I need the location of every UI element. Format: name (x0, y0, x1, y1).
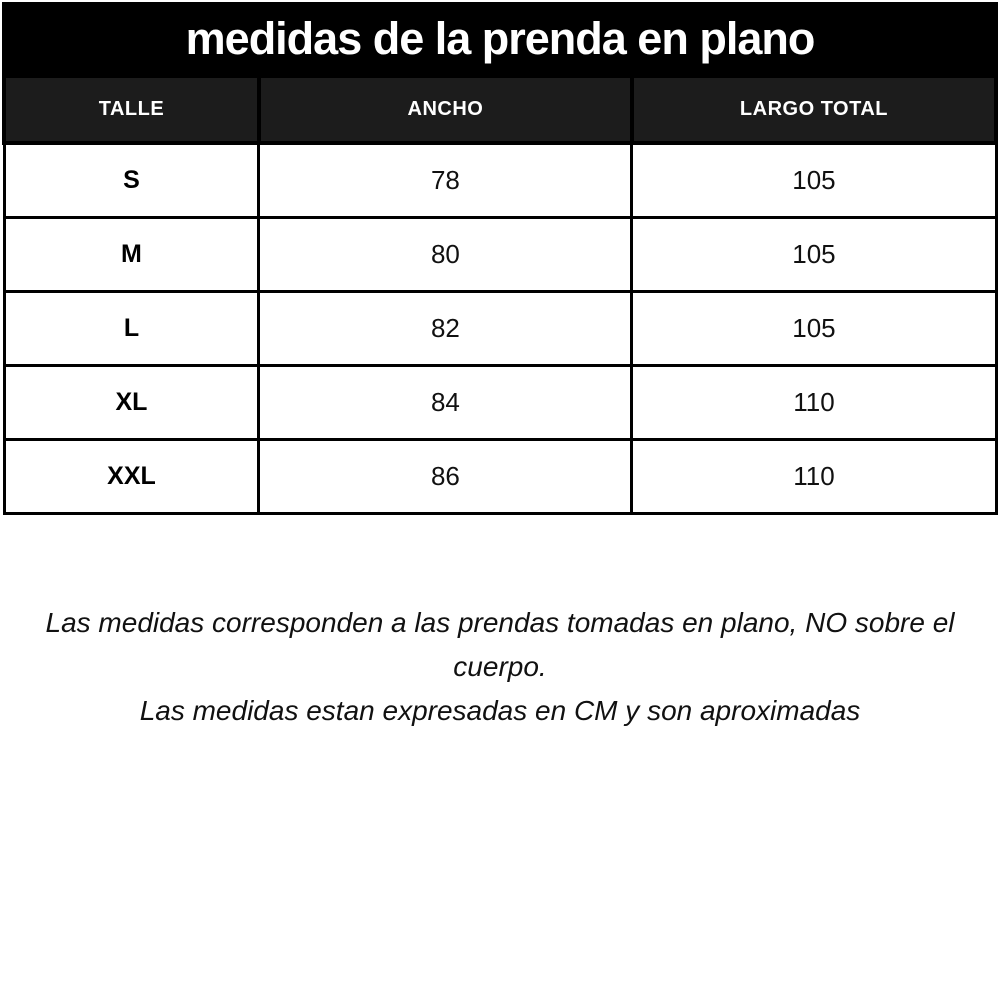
ancho-cell: 78 (259, 143, 632, 217)
size-cell: L (4, 291, 259, 365)
ancho-cell: 82 (259, 291, 632, 365)
table-row-xl (4, 365, 996, 439)
size-cell: M (4, 217, 259, 291)
note-line-1: Las medidas corresponden a las prendas tomadas en plano, NO sobre el cuerpo. (45, 606, 955, 682)
table-row-m (4, 217, 996, 291)
column-header-talle: TALLE (4, 76, 259, 143)
table-row-l (4, 291, 996, 365)
largo-cell: 105 (632, 143, 996, 217)
ancho-cell: 86 (259, 439, 632, 513)
table-header-row (4, 76, 996, 143)
largo-cell: 105 (632, 291, 996, 365)
size-cell: S (4, 143, 259, 217)
largo-cell: 105 (632, 217, 996, 291)
table-row-xxl (4, 439, 996, 513)
page-title: medidas de la prenda en plano (185, 12, 815, 64)
measurement-note (2, 601, 998, 733)
size-cell: XL (4, 365, 259, 439)
largo-cell: 110 (632, 365, 996, 439)
ancho-cell: 84 (259, 365, 632, 439)
column-header-largo-total: LARGO TOTAL (632, 76, 996, 143)
size-chart-table (2, 74, 998, 515)
table-row-s (4, 143, 996, 217)
ancho-cell: 80 (259, 217, 632, 291)
note-line-2: Las medidas estan expresadas en CM y son aproximadas (139, 694, 861, 726)
title-bar (2, 2, 998, 74)
size-cell: XXL (4, 439, 259, 513)
column-header-ancho: ANCHO (259, 76, 632, 143)
largo-cell: 110 (632, 439, 996, 513)
